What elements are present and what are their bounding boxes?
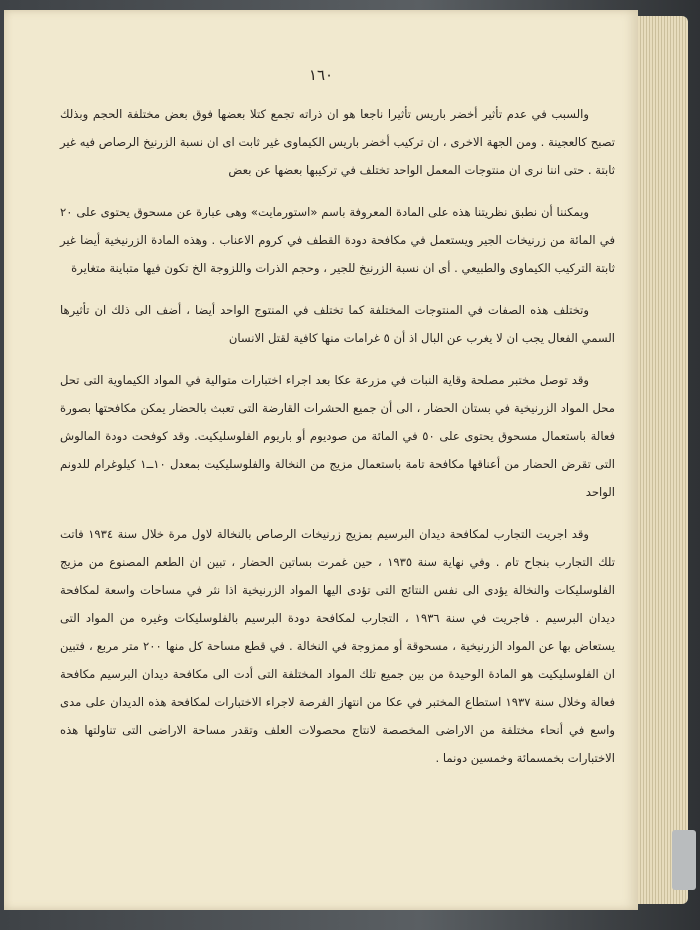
page-edges (632, 16, 688, 904)
page-body (60, 100, 615, 786)
paragraph-1: والسبب في عدم تأثير أخضر باريس تأثيرا ناجعا هو ان ذراته تجمع كتلا بعضها فوق بعض مختلفة الحجم وبذلك تصبح كالعجينة . ومن الجهة الاخرى ، ان تركيب أخضر باريس الكيماوى غير ثابت اى ان نسبة الزرنيخ الرصاص فيه غير ثابتة . حتى اننا نرى ان منتوجات المعمل الواحد تختلف في تركيبها بعضها عن بعض (60, 107, 615, 177)
paragraph-4: وقد توصل مختبر مصلحة وقاية النبات في مزرعة عكا بعد اجراء اختبارات متوالية في المواد الكيماوية التى تحل محل المواد الزرنيخية في بستان الحضار ، الى أن جميع الحشرات القارضة التى تعبث بالحضار يمكن مكافحتها بصورة فعالة باستعمال مسحوق يحتوى على ٥٠ في المائة من صوديوم أو باريوم الفلوسليكيت. وقد كوفحت دودة المالوش التى تقرض الحضار من أعناقها مكافحة تامة باستعمال مزيج من النخالة والفلوسليكيت بمعدل ١٠ــ١ كيلوغرام للدونم الواحد (60, 373, 615, 499)
paragraph-2: ويمكننا أن نطبق نظريتنا هذه على المادة المعروفة باسم «استورمايت» وهى عبارة عن مسحوق يحتوى على ٢٠ في المائة من زرنيخات الجير ويستعمل في مكافحة دودة القطف في كروم الاعناب . وهذه المادة الزرنيخية أيضا غير ثابتة التركيب الكيماوى والطبيعي . أى ان نسبة الزرنيخ للجير ، وحجم الذرات واللزوجة الخ تكون فيها متباينة متغايرة (60, 205, 615, 275)
paragraph-3: وتختلف هذه الصفات في المنتوجات المختلفة كما تختلف في المنتوج الواحد أيضا ، أضف الى ذلك ان تأثيرها السمي الفعال يجب ان لا يغرب عن البال اذ أن ٥ غرامات منها كافية لقتل الانسان (60, 303, 615, 345)
paragraph-5: وقد اجريت التجارب لمكافحة ديدان البرسيم بمزيج زرنيخات الرصاص بالنخالة لاول مرة خلال سنة ١٩٣٤ فاتت تلك التجارب بنجاح تام . وفي نهاية سنة ١٩٣٥ ، حين غمرت بساتين الحضار ، تبين ان الطعم المصنوع من مزيج الفلوسليكات والنخالة يؤدى الى نفس النتائج التى تؤدى اليها المواد الزرنيخية اذا نثر في مساحات واسعة لمكافحة ديدان البرسيم . فاجريت في سنة ١٩٣٦ ، التجارب لمكافحة دودة البرسيم بالفلوسليكات وغيره من المواد التى يستعاض بها عن المواد الزرنيخية ، مسحوقة أو ممزوجة في النخالة . في قطع مساحة كل منها ٢٠٠ متر مربع ، فتبين ان الفلوسليكيت هو المادة الوحيدة من بين جميع تلك المواد المختلفة التى أدت الى مكافحة ديدان البرسيم مكافحة فعالة وخلال سنة ١٩٣٧ استطاع المختبر في عكا من انتهاز الفرصة لاجراء الاختبارات لمكافحة هذه الديدان على مدى واسع في أنحاء مختلفة من الاراضى المخصصة لانتاج محصولات العلف وتقدر مساحة الاراضى التى تناولتها هذه الاختبارات بخمسمائة وخمسين دونما . (60, 527, 615, 765)
book-page (4, 10, 638, 910)
page-number: ١٦٠ (308, 66, 334, 84)
binding-tab (672, 830, 696, 890)
